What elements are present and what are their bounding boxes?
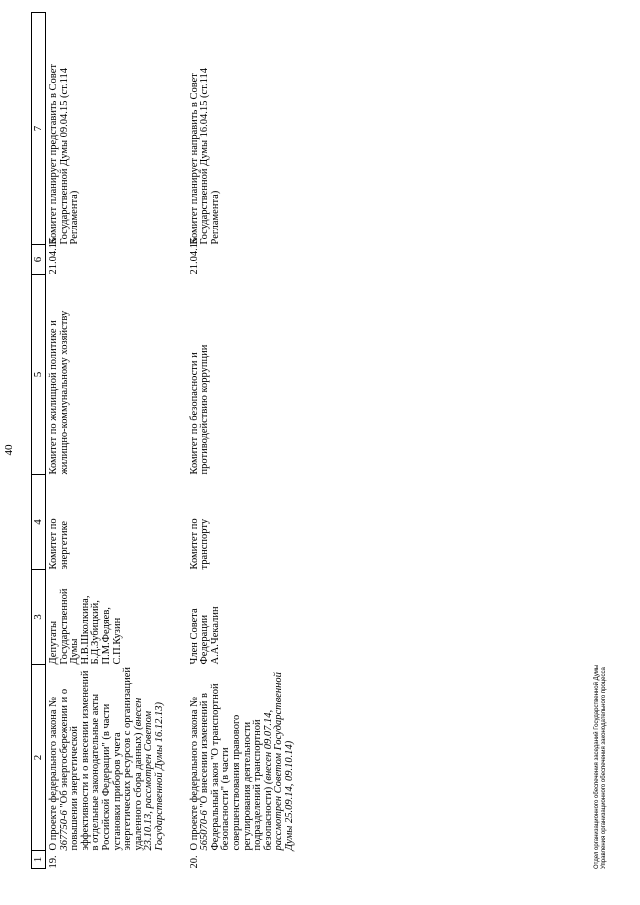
row-number: 20. — [188, 855, 200, 869]
comment-cell: Комитет планирует направить в Совет Государственной Думы 16.04.15 (ст.114 Регламента) — [188, 68, 221, 245]
bill-title-body: "О внесении изменений в Федеральный закон "О транспортной безопасности" (в части совершенствования правового регулирования деятельности подразделений транспортной безопасности) — [199, 683, 274, 851]
comment-cell: Комитет планирует представить в Совет Государственной Думы 09.04.15 (ст.114 Регламента) — [48, 64, 81, 245]
column-header-2: 2 — [32, 665, 46, 851]
column-header-4: 4 — [32, 475, 46, 570]
bill-title-body: "Об энергосбережении и о повышении энергетической эффективности и о внесении изменений в отдельные законодательные акты Российской Федерации" (в части установки приборов учета энергетических ресурсов с организацией удаленного сбора данных) — [58, 666, 144, 851]
co-committee-cell: Комитет по безопасности и противодействию коррупции — [188, 344, 211, 475]
bill-title-prefix: О проекте федерального закона № — [188, 696, 200, 851]
footer-line-2: Управления организационного обеспечения законодательного процесса — [601, 667, 607, 869]
column-header-7: 7 — [32, 13, 46, 245]
initiator-cell: Член Совета Федерации А.А.Чекалин — [188, 606, 221, 665]
column-header-5: 5 — [32, 275, 46, 475]
column-header-6: 6 — [32, 245, 46, 275]
initiator-cell: Депутаты Государственной Думы Н.В.Школкина, Б.Д.Зубицкий, П.М.Федяев, С.П.Кузин — [48, 588, 123, 665]
bill-number: 367750-6 — [58, 810, 70, 851]
bill-title-cell — [166, 665, 296, 851]
row-number: 19. — [48, 855, 59, 869]
table-row — [46, 13, 166, 869]
bill-note: (внесен 23.10.13, рассмотрен Советом Государственной Думы 16.12.13) — [132, 697, 165, 851]
bill-number: 565070-6 — [199, 810, 211, 851]
column-number-row — [32, 13, 46, 869]
lead-committee-cell: Комитет по транспорту — [188, 518, 211, 570]
column-header-1: 1 — [32, 851, 46, 869]
column-header-3: 3 — [32, 570, 46, 665]
legislation-table — [31, 12, 295, 869]
date-cell: 21.04.15 — [48, 237, 59, 275]
lead-committee-cell: Комитет по энергетике — [48, 518, 70, 570]
bill-title-cell — [46, 665, 166, 851]
footer-line-1: Отдел организационного обеспечения заседаний Государственной Думы — [594, 664, 600, 869]
table-row — [166, 13, 296, 869]
bill-note: (внесен 09.07.14, рассмотрен Советом Государственной Думы 25.09.14, 09.10.14) — [262, 672, 295, 851]
co-committee-cell: Комитет по жилищной политике и жилищно-коммунальному хозяйству — [48, 310, 70, 475]
bill-title-prefix: О проекте федерального закона № — [48, 696, 59, 851]
page-footer — [594, 665, 608, 869]
page-number: 40 — [3, 444, 15, 456]
date-cell: 21.04.15 — [188, 237, 200, 275]
